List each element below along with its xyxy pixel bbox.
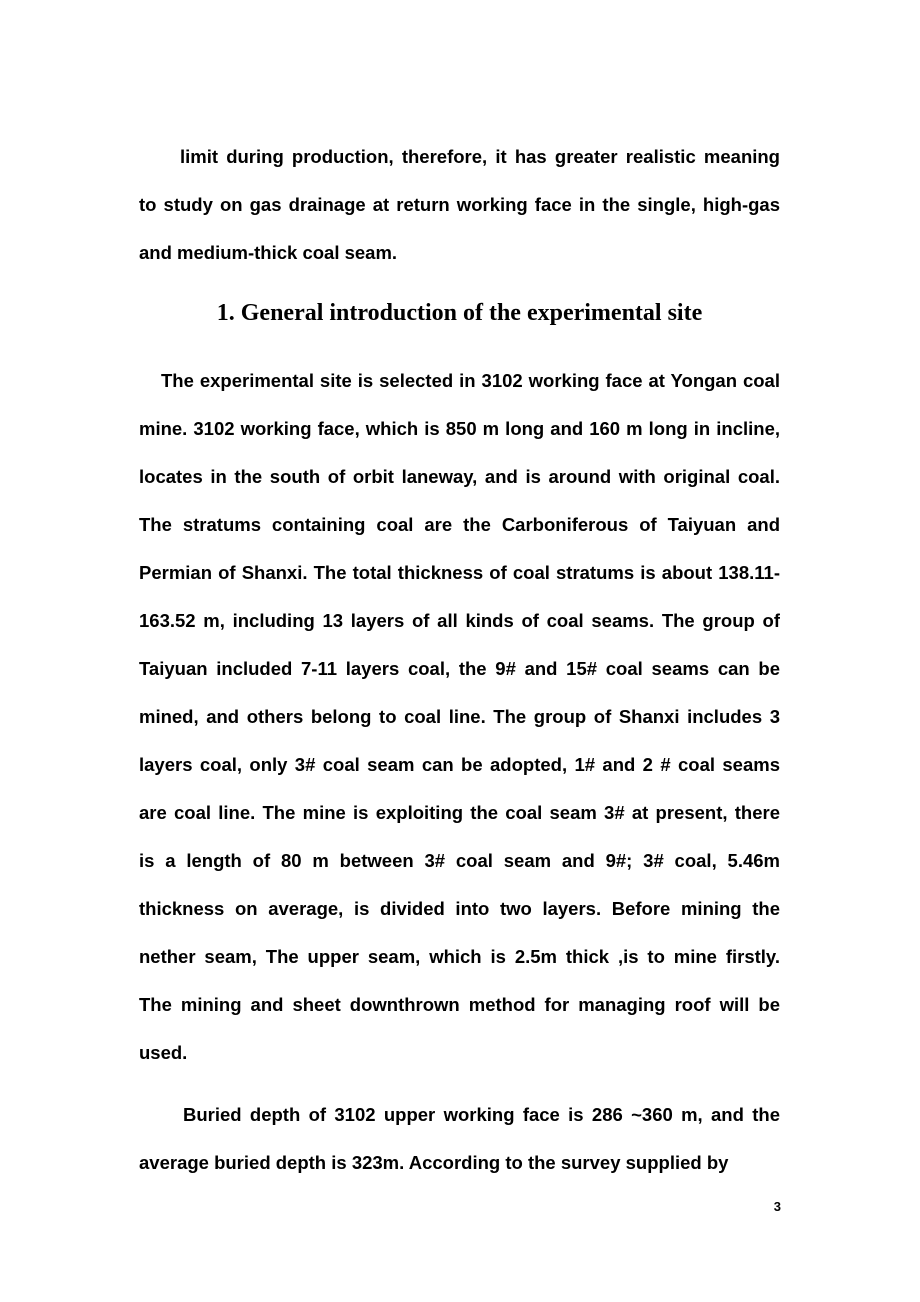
section-heading: 1. General introduction of the experimental site — [216, 300, 703, 326]
text-line: The experimental site is selected in 3102 working face at Yongan coal — [161, 370, 780, 391]
text-line: layers coal, only 3# coal seam can be adopted, 1# and 2 # coal seams — [139, 754, 780, 775]
paragraph-buried-depth — [139, 1091, 780, 1187]
text-line: thickness on average, is divided into two layers. Before mining the — [139, 898, 780, 919]
page-number: 3 — [773, 1199, 781, 1214]
text-line: to study on gas drainage at return working face in the single, high-gas — [139, 194, 780, 215]
paragraph-site-description — [139, 357, 780, 1077]
paragraph-intro — [139, 133, 780, 277]
text-line: are coal line. The mine is exploiting the coal seam 3# at present, there — [139, 802, 780, 823]
text-line: nether seam, The upper seam, which is 2.5m thick ,is to mine firstly. — [139, 946, 780, 967]
text-line: 163.52 m, including 13 layers of all kinds of coal seams. The group of — [139, 610, 780, 631]
text-line: mine. 3102 working face, which is 850 m long and 160 m long in incline, — [139, 418, 780, 439]
text-line: Taiyuan included 7-11 layers coal, the 9# and 15# coal seams can be — [139, 658, 780, 679]
text-line: is a length of 80 m between 3# coal seam and 9#; 3# coal, 5.46m — [139, 850, 780, 871]
text-line: The mining and sheet downthrown method for managing roof will be — [139, 994, 780, 1015]
text-line: mined, and others belong to coal line. The group of Shanxi includes 3 — [139, 706, 780, 727]
text-line: Buried depth of 3102 upper working face is 286 ~360 m, and the — [183, 1104, 780, 1125]
text-line: used. — [139, 1042, 188, 1063]
document-page — [139, 133, 780, 1187]
text-line: The stratums containing coal are the Carboniferous of Taiyuan and — [139, 514, 780, 535]
text-line: and medium-thick coal seam. — [139, 242, 398, 263]
text-line: Permian of Shanxi. The total thickness of coal stratums is about 138.11- — [139, 562, 780, 583]
text-line: limit during production, therefore, it has greater realistic meaning — [180, 146, 780, 167]
text-line: locates in the south of orbit laneway, and is around with original coal. — [139, 466, 780, 487]
text-line: average buried depth is 323m. According to the survey supplied by — [139, 1152, 729, 1173]
